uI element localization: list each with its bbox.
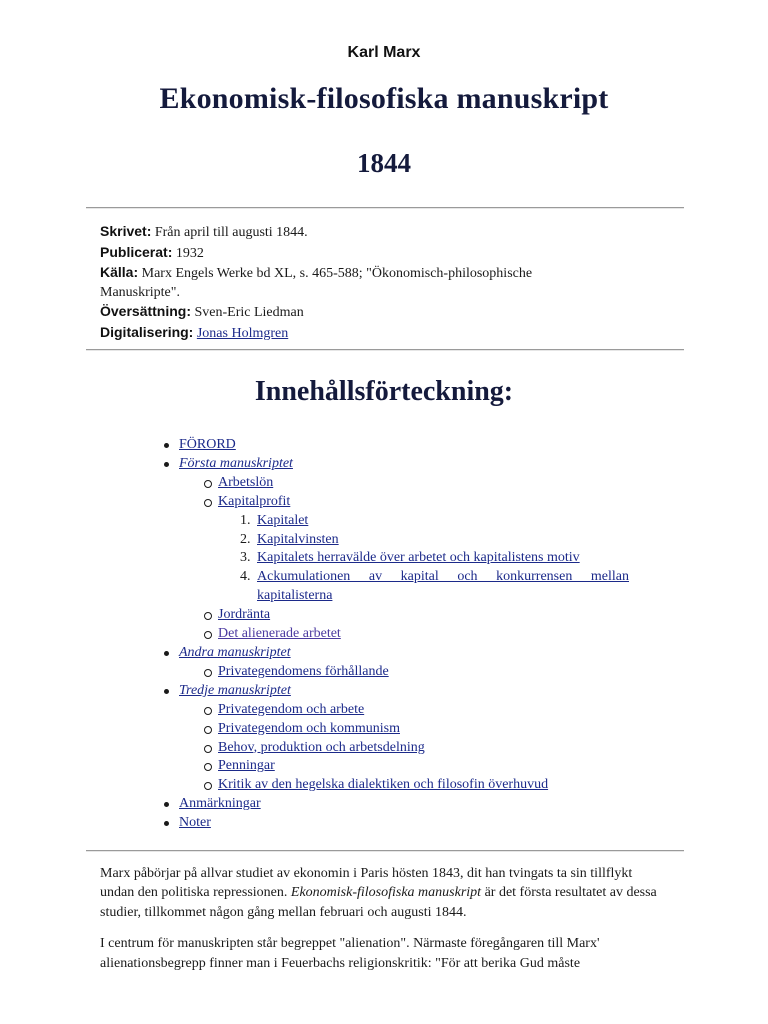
circle-bullet-icon	[204, 782, 212, 790]
circle-bullet-icon	[204, 726, 212, 734]
toc-item-kapitalvinsten	[218, 531, 768, 550]
toc-item-kapitalprofit	[179, 493, 768, 606]
meta-published-label: Publicerat:	[100, 243, 173, 260]
list-number: 1.	[240, 512, 251, 528]
toc-item-anmarkningar	[0, 795, 768, 814]
meta-source	[100, 263, 660, 302]
toc-link-herravalde[interactable]: Kapitalets herravälde över arbetet och kapitalistens motiv	[257, 550, 580, 566]
toc-item-herravalde	[218, 549, 768, 568]
intro-p1-b: är det första resultatet av dessa studier, tillkommet någon gång mellan februari och augusti 1844.	[100, 885, 657, 920]
toc-item-ackumulationen	[218, 568, 768, 606]
digitizer-link[interactable]: Jonas Holmgren	[196, 325, 289, 341]
toc-link-kritik[interactable]: Kritik av den hegelska dialektiken och filosofin överhuvud	[218, 777, 549, 793]
toc-link-alienerade-arbetet[interactable]: Det alienerade arbetet	[218, 626, 341, 642]
toc-link-behov[interactable]: Behov, produktion och arbetsdelning	[218, 739, 425, 755]
divider-middle	[86, 349, 684, 351]
intro-paragraph-2: I centrum för manuskripten står begreppet "alienation". Närmaste föregångaren till Marx' alienationsbegrepp finner man i Feuerbachs religionskritik: "För att berika Gud måste	[100, 936, 600, 971]
bullet-icon	[164, 443, 169, 448]
toc-heading: Innehållsförteckning:	[254, 376, 514, 407]
intro-p1-a: Marx påbörjar på allvar studiet av ekonomin i Paris hösten 1843, dit han tvingats ta sin tillflykt undan den politiska repressionen.	[100, 866, 633, 901]
bullet-icon	[164, 802, 169, 807]
toc-link-andra-manuskriptet[interactable]: Andra manuskriptet	[179, 644, 291, 660]
circle-bullet-icon	[204, 669, 212, 677]
meta-digitization-label: Digitalisering:	[100, 323, 194, 340]
page-title: Ekonomisk-filosofiska manuskript	[159, 82, 609, 115]
meta-published	[100, 243, 660, 264]
author-name: Karl Marx	[347, 44, 421, 61]
toc-link-kapitalvinsten[interactable]: Kapitalvinsten	[257, 531, 339, 547]
meta-translation-value: Sven-Eric Liedman	[194, 305, 304, 321]
circle-bullet-icon	[204, 707, 212, 715]
toc-list	[0, 436, 768, 833]
toc-link-forord[interactable]: FÖRORD	[179, 437, 236, 452]
bullet-icon	[164, 821, 169, 826]
list-number: 3.	[240, 550, 251, 566]
circle-bullet-icon	[204, 631, 212, 639]
meta-translation	[100, 302, 660, 323]
intro-p1-title: Ekonomisk-filosofiska manuskript	[290, 885, 482, 901]
meta-written	[100, 222, 660, 243]
toc-item-noter	[0, 814, 768, 833]
intro-paragraph-1	[100, 864, 660, 922]
list-number: 2.	[240, 531, 251, 547]
toc-item-forord	[0, 436, 768, 455]
table-of-contents	[0, 436, 768, 833]
list-number: 4.	[240, 569, 251, 585]
meta-source-value-1: Marx Engels Werke bd XL, s. 465-588; "Ökonomisch-philosophische	[141, 266, 533, 282]
toc-item-privategendom-arbete	[179, 701, 768, 720]
toc-link-jordranta[interactable]: Jordränta	[218, 607, 271, 623]
divider-bottom	[86, 850, 684, 852]
toc-link-privategendom-kommunism[interactable]: Privategendom och kommunism	[218, 720, 400, 736]
toc-item-kapitalet	[218, 512, 768, 531]
intro-text	[100, 864, 660, 985]
meta-source-label: Källa:	[100, 264, 139, 281]
toc-item-privategendomens	[179, 663, 768, 682]
toc-link-kapitalprofit[interactable]: Kapitalprofit	[218, 493, 291, 509]
toc-link-tredje-manuskriptet[interactable]: Tredje manuskriptet	[179, 682, 291, 698]
toc-link-forsta-manuskriptet[interactable]: Första manuskriptet	[179, 455, 293, 471]
toc-item-forsta	[0, 455, 768, 644]
toc-item-kritik	[179, 776, 768, 795]
bullet-icon	[164, 689, 169, 694]
toc-item-privategendom-kommunism	[179, 720, 768, 739]
bullet-icon	[164, 651, 169, 656]
toc-item-arbetslon	[179, 474, 768, 493]
circle-bullet-icon	[204, 480, 212, 488]
toc-link-privategendomens[interactable]: Privategendomens förhållande	[218, 663, 389, 679]
toc-link-noter[interactable]: Noter	[179, 815, 211, 831]
toc-item-penningar	[179, 757, 768, 776]
toc-link-ackumulationen-line2: kapitalisterna	[257, 588, 333, 604]
page-year: 1844	[357, 148, 411, 178]
toc-sublist-forsta	[179, 474, 768, 644]
toc-link-kapitalet[interactable]: Kapitalet	[257, 512, 309, 528]
toc-sublist-andra	[179, 663, 768, 682]
toc-item-behov	[179, 739, 768, 758]
meta-written-label: Skrivet:	[100, 223, 152, 239]
toc-item-alienerade	[179, 625, 768, 644]
bullet-icon	[164, 462, 169, 467]
meta-written-value: Från april till augusti 1844.	[154, 225, 308, 240]
toc-link-arbetslon[interactable]: Arbetslön	[218, 474, 274, 490]
toc-sublist-kapitalprofit	[218, 512, 768, 607]
meta-translation-label: Översättning:	[100, 303, 192, 320]
meta-source-value-2: Manuskripte".	[100, 284, 180, 300]
toc-item-andra	[0, 644, 768, 682]
toc-link-ackumulationen-line1: Ackumulationen av kapital och konkurrensen mellan	[257, 569, 629, 585]
meta-digitization	[100, 323, 660, 344]
toc-item-jordranta	[179, 606, 768, 625]
circle-bullet-icon	[204, 612, 212, 620]
toc-sublist-tredje	[179, 701, 768, 796]
circle-bullet-icon	[204, 745, 212, 753]
circle-bullet-icon	[204, 499, 212, 507]
metadata-block	[100, 222, 660, 344]
circle-bullet-icon	[204, 763, 212, 771]
divider-top	[86, 207, 684, 209]
toc-item-tredje	[0, 682, 768, 795]
toc-link-privategendom-arbete[interactable]: Privategendom och arbete	[218, 701, 365, 717]
meta-published-value: 1932	[175, 245, 204, 261]
toc-link-penningar[interactable]: Penningar	[218, 758, 275, 774]
toc-link-anmarkningar[interactable]: Anmärkningar	[179, 796, 261, 812]
toc-link-ackumulationen[interactable]	[257, 568, 768, 606]
